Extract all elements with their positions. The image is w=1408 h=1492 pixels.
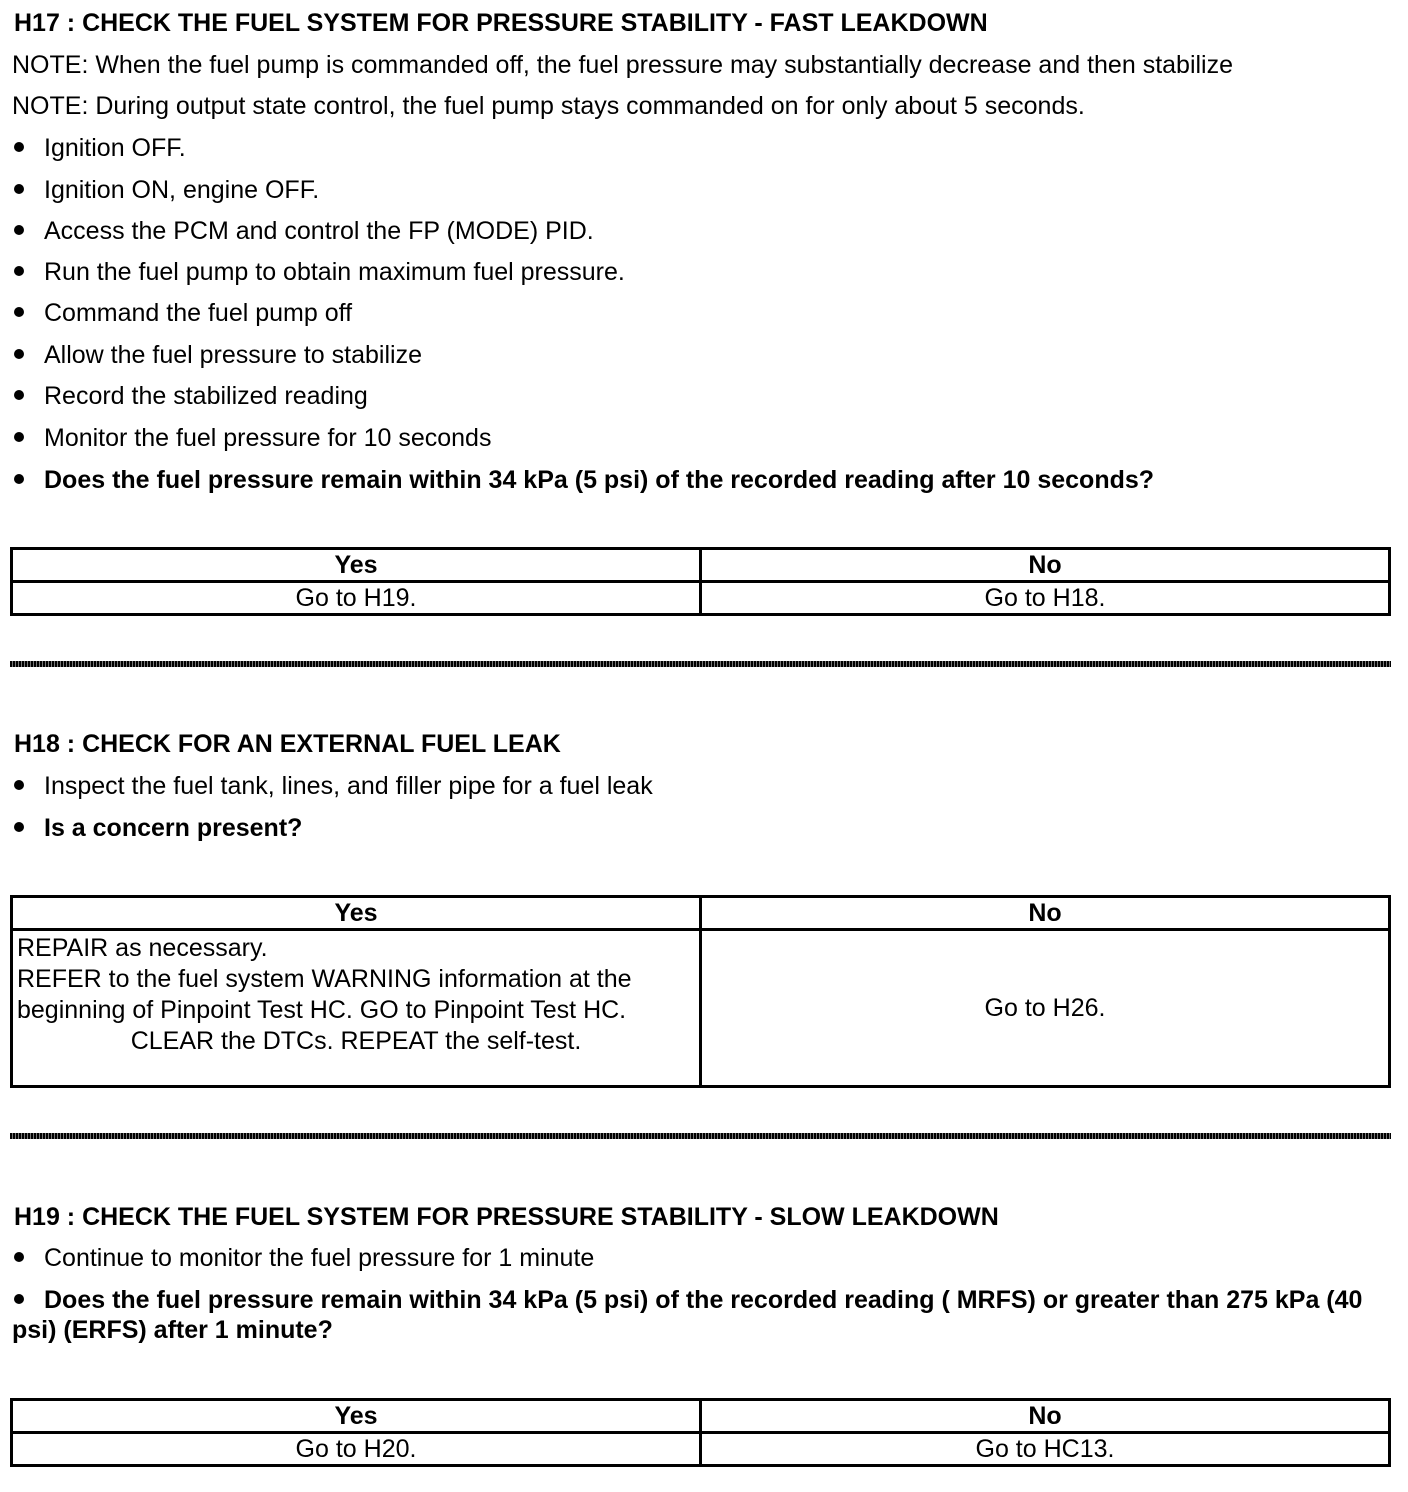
bullet-icon	[14, 184, 24, 194]
h18-question-text: Is a concern present?	[44, 814, 303, 842]
h17-step	[12, 133, 186, 163]
section-divider	[10, 661, 1391, 667]
h17-decision-table	[10, 547, 1391, 616]
bullet-icon	[14, 390, 24, 400]
h17-step	[12, 381, 368, 411]
section-divider	[10, 1133, 1391, 1139]
yes-action-line: REFER to the fuel system WARNING information at the beginning of Pinpoint Test HC. GO to Pinpoint Test HC.	[17, 965, 632, 1024]
h17-step-text: Record the stabilized reading	[44, 382, 368, 410]
h19-title: H19 : CHECK THE FUEL SYSTEM FOR PRESSURE STABILITY - SLOW LEAKDOWN	[14, 1203, 999, 1231]
h17-step	[12, 298, 352, 328]
bullet-icon	[14, 1294, 24, 1304]
bullet-icon	[14, 432, 24, 442]
no-header: No	[701, 897, 1390, 930]
bullet-icon	[14, 142, 24, 152]
h17-note-1: NOTE: When the fuel pump is commanded off, the fuel pressure may substantially decrease and then stabilize	[12, 51, 1234, 79]
yes-header: Yes	[12, 1400, 701, 1433]
bullet-icon	[14, 225, 24, 235]
no-action: Go to HC13.	[701, 1433, 1390, 1466]
h17-step-text: Monitor the fuel pressure for 10 seconds	[44, 424, 492, 452]
yes-action-line: REPAIR as necessary.	[17, 934, 268, 962]
yes-header: Yes	[12, 549, 701, 582]
h17-step	[12, 175, 319, 205]
yes-action: Go to H20.	[12, 1433, 701, 1466]
h18-decision-table	[10, 895, 1391, 1088]
h19-decision-table	[10, 1398, 1391, 1467]
h17-step-text: Allow the fuel pressure to stabilize	[44, 341, 422, 369]
bullet-icon	[14, 474, 24, 484]
h17-question	[12, 465, 1154, 495]
h18-step	[12, 771, 653, 801]
bullet-icon	[14, 307, 24, 317]
yes-header: Yes	[12, 897, 701, 930]
h17-step	[12, 216, 594, 246]
h17-note-2: NOTE: During output state control, the fuel pump stays commanded on for only about 5 seconds.	[12, 92, 1085, 120]
h17-step	[12, 340, 422, 370]
h17-step	[12, 423, 491, 453]
h19-step-text: Continue to monitor the fuel pressure for 1 minute	[44, 1244, 595, 1272]
h17-title: H17 : CHECK THE FUEL SYSTEM FOR PRESSURE STABILITY - FAST LEAKDOWN	[14, 9, 988, 37]
h17-question-text: Does the fuel pressure remain within 34 kPa (5 psi) of the recorded reading after 10 seconds?	[44, 466, 1155, 494]
yes-action	[12, 930, 701, 1087]
h19-step	[12, 1243, 594, 1273]
h17-step	[12, 257, 625, 287]
no-header: No	[701, 1400, 1390, 1433]
h18-question	[12, 813, 302, 843]
h17-step-text: Command the fuel pump off	[44, 299, 353, 327]
yes-action: Go to H19.	[12, 582, 701, 615]
bullet-icon	[14, 349, 24, 359]
bullet-icon	[14, 780, 24, 790]
no-action: Go to H26.	[701, 930, 1390, 1087]
no-action: Go to H18.	[701, 582, 1390, 615]
bullet-icon	[14, 266, 24, 276]
h17-step-text: Run the fuel pump to obtain maximum fuel pressure.	[44, 258, 625, 286]
no-header: No	[701, 549, 1390, 582]
h17-step-text: Ignition OFF.	[44, 134, 186, 162]
bullet-icon	[14, 822, 24, 832]
h18-step-text: Inspect the fuel tank, lines, and filler pipe for a fuel leak	[44, 772, 653, 800]
h19-question-text: Does the fuel pressure remain within 34 kPa (5 psi) of the recorded reading ( MRFS) or greater than 275 kPa (40 psi) (ERFS) after 1 minute?	[12, 1286, 1363, 1344]
h17-step-text: Access the PCM and control the FP (MODE) PID.	[44, 217, 594, 245]
h18-title: H18 : CHECK FOR AN EXTERNAL FUEL LEAK	[14, 730, 561, 758]
h17-step-text: Ignition ON, engine OFF.	[44, 176, 320, 204]
yes-action-line: CLEAR the DTCs. REPEAT the self-test.	[130, 1027, 582, 1055]
bullet-icon	[14, 1252, 24, 1262]
h19-question	[12, 1285, 1382, 1345]
